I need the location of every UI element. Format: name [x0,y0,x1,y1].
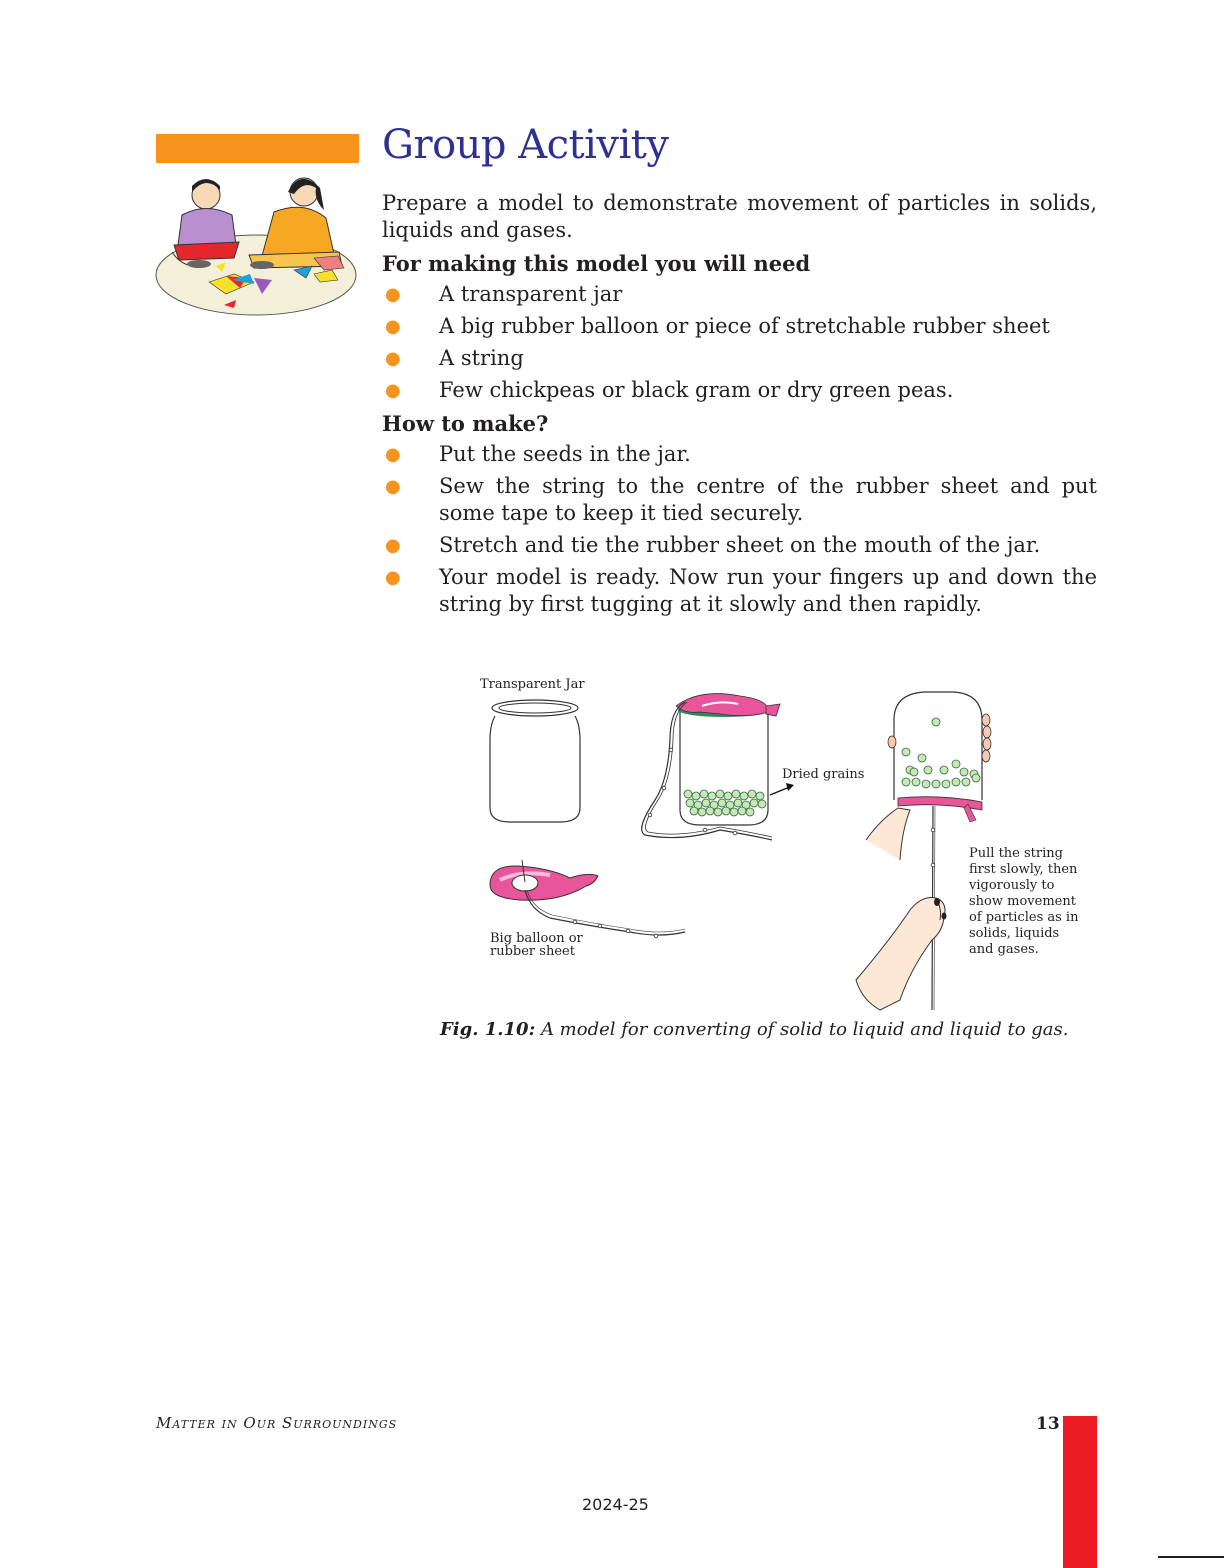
list-item: ● Put the seeds in the jar. [385,442,691,466]
list-item: ● Sew the string to the centre of the rubber sheet and put some tape to keep it tied securely. [385,474,1097,525]
model-figure [470,670,1110,1015]
figure-caption-text: A model for converting of solid to liquid and liquid to gas. [535,1019,1069,1040]
list-item: ● Stretch and tie the rubber sheet on the mouth of the jar. [385,533,1041,557]
edition-year: 2024-25 [582,1495,649,1514]
balloon-drawing [490,860,685,938]
bullet-icon: ● [385,348,401,369]
bullet-icon: ● [385,444,401,465]
model-diagram [470,670,1110,1015]
dried-grains-label: Dried grains [782,767,865,782]
bullet-icon: ● [385,316,401,337]
materials-list [382,281,1097,404]
transparent-jar-drawing [490,700,580,822]
jar-with-grains-drawing [642,694,794,840]
balloon-label-line-2: rubber sheet [490,944,575,959]
steps-heading: How to make? [382,411,549,436]
kids-activity-illustration [154,170,360,320]
list-item: ● A big rubber balloon or piece of stretchable rubber sheet [385,314,1050,338]
section-marker-bar [156,134,359,163]
bullet-icon: ● [385,284,401,305]
list-item: ● Your model is ready. Now run your fingers up and down the string by first tugging at it slowly and then rapidly. [385,565,1097,616]
bullet-icon: ● [385,476,401,497]
bullet-icon: ● [385,567,401,588]
page-number: 13 [1036,1414,1060,1434]
bullet-icon: ● [385,535,401,556]
bullet-icon: ● [385,380,401,401]
materials-heading: For making this model you will need [382,251,811,276]
intro-paragraph: Prepare a model to demonstrate movement of particles in solids, liquids and gases. [382,191,1097,242]
jar-label: Transparent Jar [480,677,585,692]
pull-string-note: Pull the string first slowly, then vigorously to show movement of particles as in solids, liquids and gases. [969,846,1079,957]
figure-caption [440,1019,1069,1040]
activity-body [382,190,1097,623]
steps-list [382,441,1097,618]
activity-heading: Group Activity [382,122,669,168]
list-item: ● A string [385,346,524,370]
page-edge-tab [1063,1416,1097,1568]
corner-rule [1158,1556,1224,1558]
balloon-label-line-1: Big balloon or [490,931,583,946]
list-item: ● A transparent jar [385,282,623,306]
list-item: ● Few chickpeas or black gram or dry green peas. [385,378,954,402]
running-footer-title: Matter in Our Surroundings [156,1414,398,1432]
figure-number: Fig. 1.10: [440,1019,536,1040]
